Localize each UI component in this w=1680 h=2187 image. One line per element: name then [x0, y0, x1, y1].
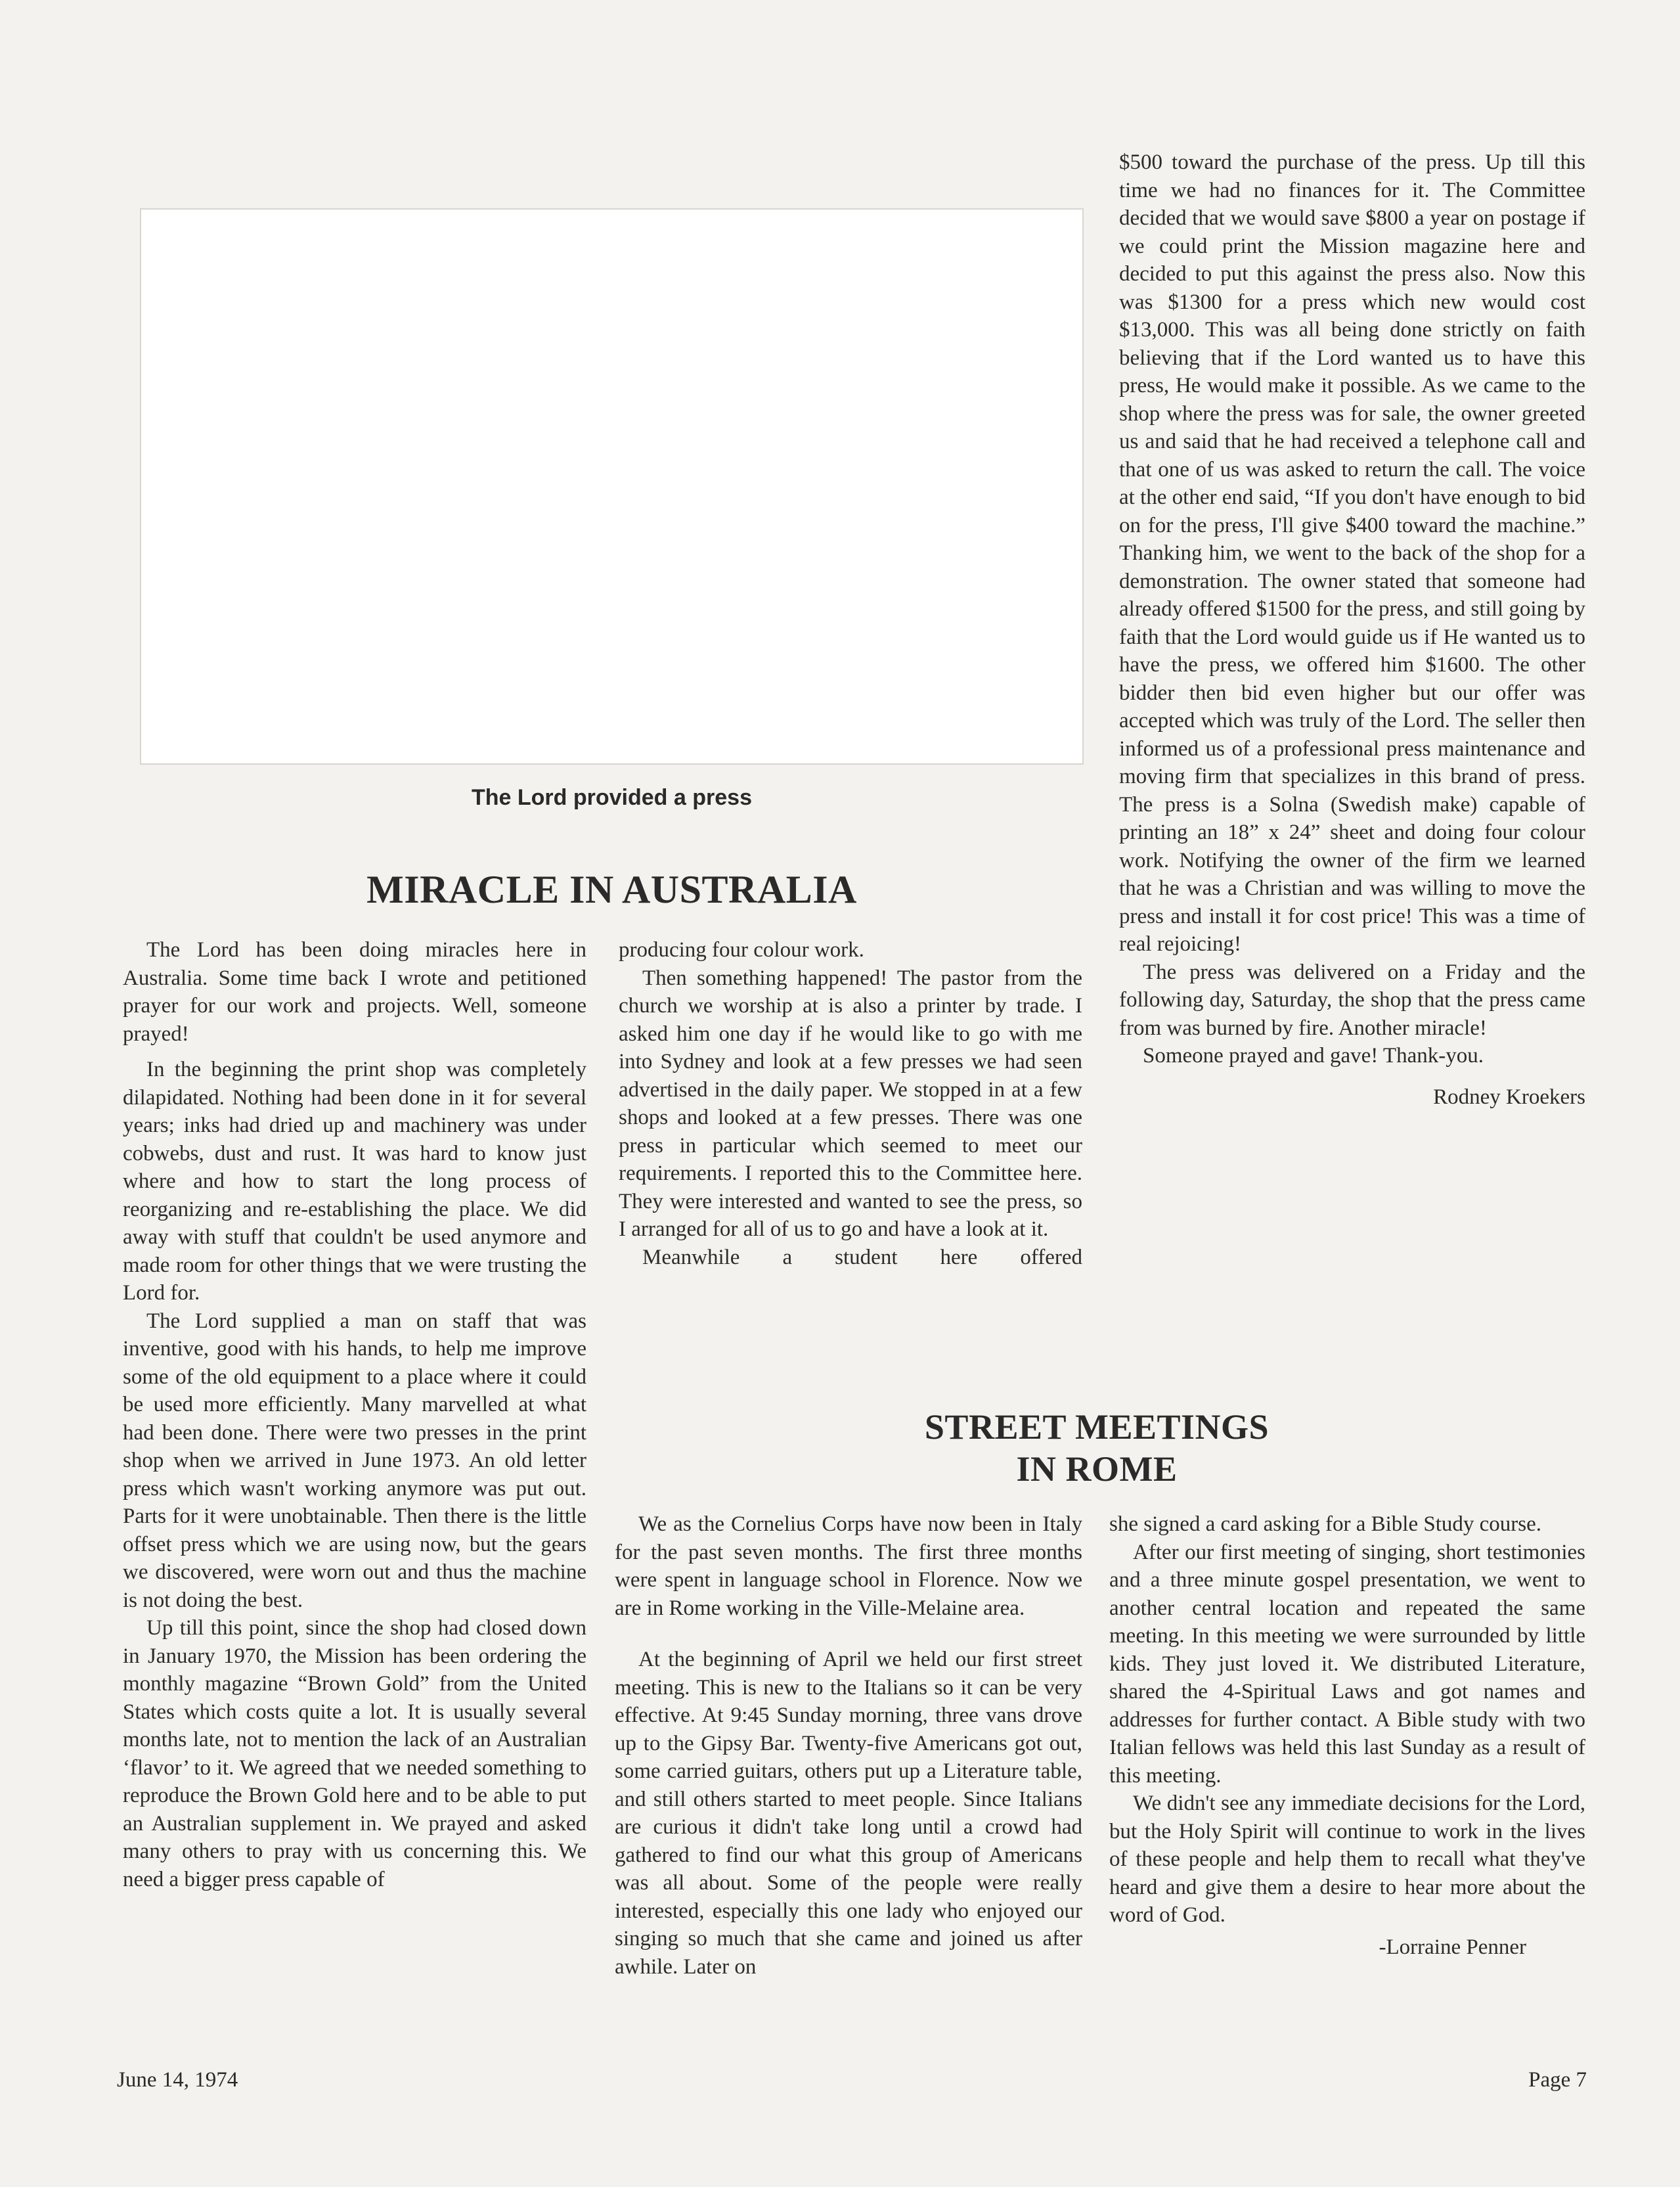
paragraph: $500 toward the purchase of the press. Up till this time we had no finances for it. The Committee decided that we would save $800 a year on postage if we could print the Mission magazine here and decided to put this against the press also. Now this was $1300 for a press which new would cost $13,000. This was all being done strictly on faith believing that if the Lord wanted us to have this press, He would make it possible. As we came to the shop where the press was for sale, the owner greeted us and said that he had received a telephone call and that one of us was asked to return the call. The voice at the other end said, “If you don't have enough to bid on for the press, I'll give $400 toward the machine.” Thanking him, we went to the back of the shop for a demonstration. The owner stated that someone had already offered $1500 for the press, and still going by faith that the Lord would guide us if He wanted us to have the press, we offered him $1600. The other bidder then bid even higher but our offer was accepted which was truly of the Lord. The seller then informed us of a professional press maintenance and moving firm that specializes in this brand of press. The press is a Solna (Swedish make) capable of printing an 18” x 24” sheet and doing four colour work. Notifying the owner of the firm we learned that he was a Christian and was willing to move the press and install it for cost price! This was a time of real rejoicing! — [1119, 150, 1585, 956]
paragraph: The press was delivered on a Friday and the following day, Saturday, the shop that the press came from was burned by fire. Another miracle! — [1119, 960, 1585, 1040]
paragraph: We as the Cornelius Corps have now been in Italy for the past seven months. The first three months were spent in language school in Florence. Now we are in Rome working in the Ville-Melaine area. — [615, 1512, 1082, 1620]
paragraph: producing four colour work. — [619, 938, 864, 962]
article1-column-1 — [123, 936, 586, 1893]
title-line: STREET MEETINGS — [924, 1407, 1270, 1447]
article2-column-1 — [615, 1510, 1082, 1981]
paragraph: After our first meeting of singing, short testimonies and a three minute gospel presentation, we went to another central location and repeated the same meeting. In this meeting we were surrounded by little kids. They just loved it. We distributed Literature, shared the 4-Spiritual Laws and got names and addresses for further contact. A Bible study with two Italian fellows was held this last Sunday as a result of this meeting. — [1109, 1540, 1585, 1788]
paragraph: The Lord supplied a man on staff that was inventive, good with his hands, to help me improve some of the old equipment to a place where it could be used more efficiently. Many marvelled at what had been done. There were two presses in the print shop when we arrived in June 1973. An old letter press which wasn't working anymore was put out. Parts for it were unobtainable. Then there is the little offset press which we are using now, but the gears we discovered, were worn out and thus the machine is not doing the best. — [123, 1309, 586, 1612]
footer-date: June 14, 1974 — [117, 2068, 238, 2092]
article-title-miracle: MIRACLE IN AUSTRALIA — [366, 868, 857, 911]
title-line: IN ROME — [1016, 1449, 1178, 1489]
paragraph: At the beginning of April we held our first street meeting. This is new to the Italians so it can be very effective. At 9:45 Sunday morning, three vans drove up to the Gipsy Bar. Twenty-five Americans got out, some carried guitars, others put up a Literature table, and still others started to meet people. Since Italians are curious it didn't take long until a crowd had gathered to find our what this group of Americans was all about. Some of the people were really interested, especially this one lady who enjoyed our singing so much that she came and joined us after awhile. Later on — [615, 1648, 1082, 1979]
article1-column-3 — [1119, 148, 1585, 1111]
author-signature: -Lorraine Penner — [1379, 1935, 1526, 1959]
paragraph: In the beginning the print shop was completely dilapidated. Nothing had been done in it for several years; inks had dried up and machinery was under cobwebs, dust and rust. It was hard to know just where and how to start the long process of reorganizing and re-establishing the place. We did away with stuff that couldn't be used anymore and made room for other things that we were trusting the Lord for. — [123, 1058, 586, 1305]
article1-column-2 — [619, 936, 1082, 1271]
article-title-street-meetings — [854, 1406, 1340, 1490]
paragraph: Someone prayed and gave! Thank-you. — [1143, 1044, 1484, 1068]
photo-caption: The Lord provided a press — [472, 785, 752, 810]
page-number: Page 7 — [1528, 2068, 1587, 2092]
author-signature: Rodney Kroekers — [1433, 1085, 1585, 1109]
paragraph: The Lord has been doing miracles here in Australia. Some time back I wrote and petitioned prayer for our work and projects. Well, someone prayed! — [123, 938, 586, 1046]
article2-column-2 — [1109, 1510, 1585, 1961]
paragraph: Meanwhile a student here offered — [642, 1245, 1082, 1269]
paragraph: We didn't see any immediate decisions for the Lord, but the Holy Spirit will continue to work in the lives of these people and help them to recall what they've heard and give them a desire to hear more about the word of God. — [1109, 1792, 1585, 1927]
press-photo — [140, 208, 1084, 765]
paragraph: Up till this point, since the shop had closed down in January 1970, the Mission has been ordering the monthly magazine “Brown Gold” from the United States which costs quite a lot. It is usually several months late, not to mention the lack of an Australian ‘flavor’ to it. We agreed that we needed something to reproduce the Brown Gold here and to be able to put an Australian supplement in. We prayed and asked many others to pray with us concerning this. We need a bigger press capable of — [123, 1616, 586, 1891]
paragraph: she signed a card asking for a Bible Study course. — [1109, 1512, 1542, 1536]
paragraph: Then something happened! The pastor from the church we worship at is also a printer by trade. I asked him one day if he would like to go with me into Sydney and look at a few presses we had seen advertised in the daily paper. We stopped in at a few shops and looked at a few presses. There was one press in particular which seemed to meet our requirements. I reported this to the Committee here. They were interested and wanted to see the press, so I arranged for all of us to go and have a look at it. — [619, 966, 1082, 1241]
